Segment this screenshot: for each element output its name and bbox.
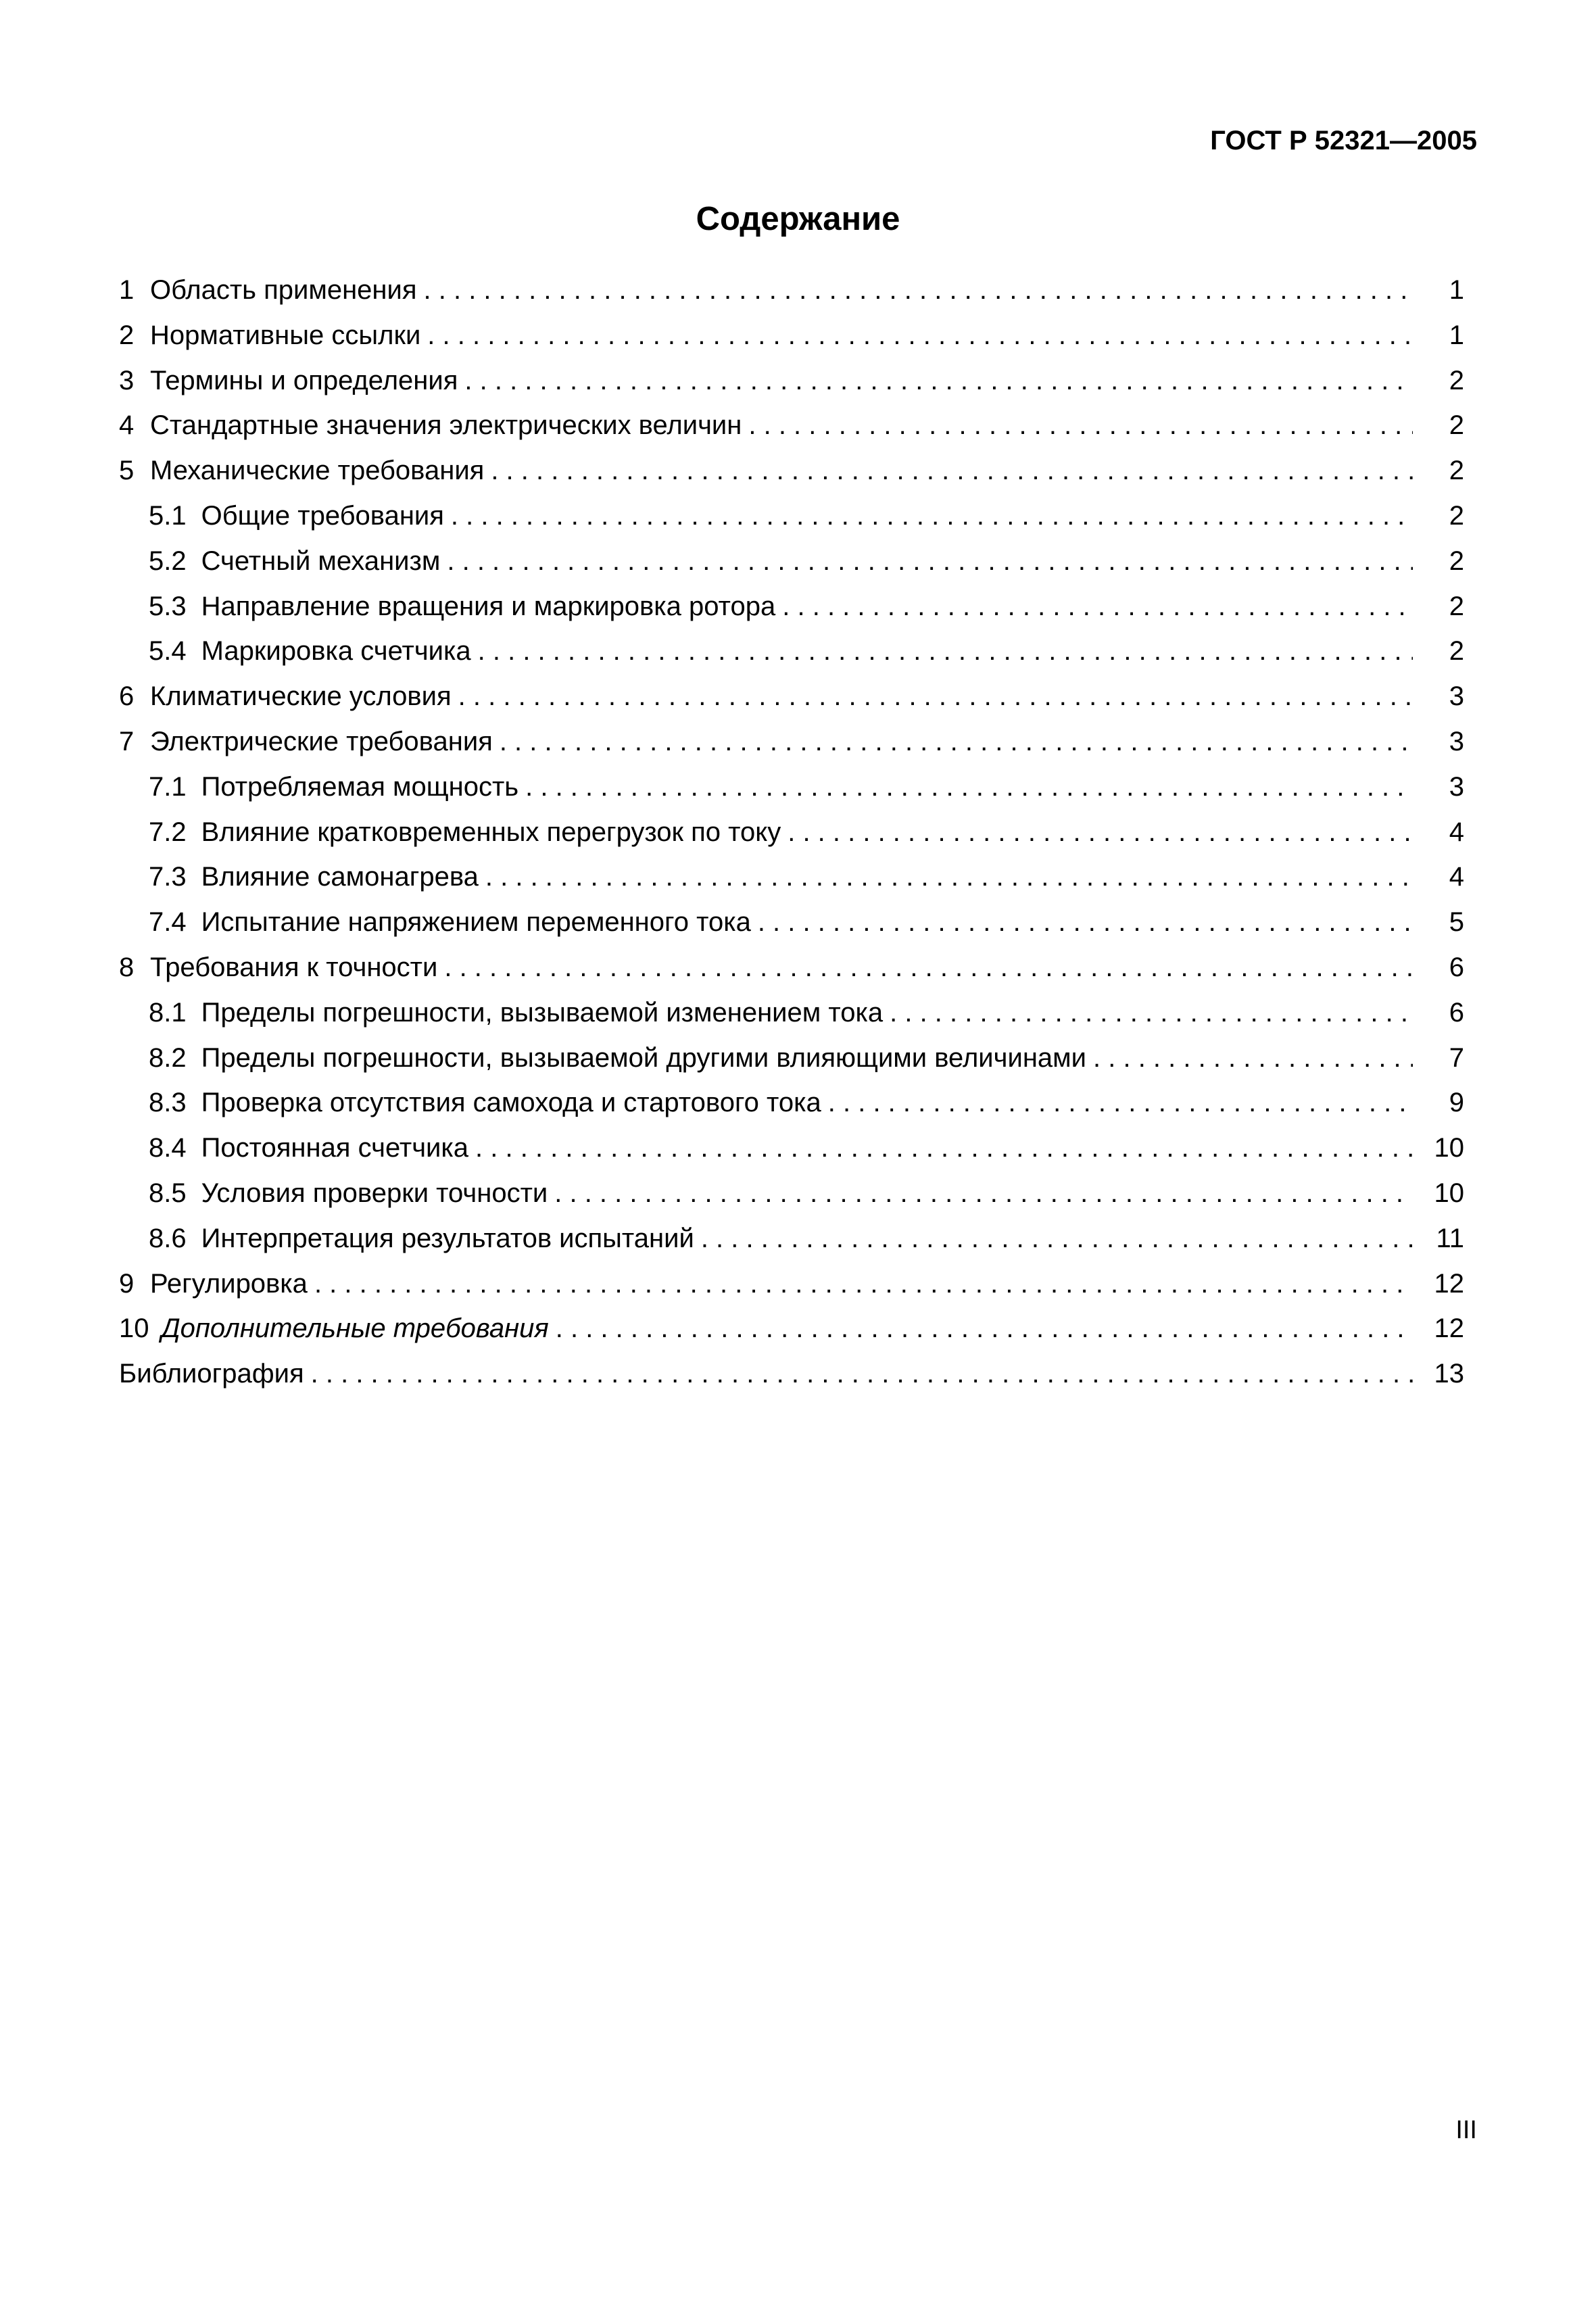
toc-entry-number: 5.4: [149, 636, 187, 667]
toc-leader-dots: [471, 629, 1413, 674]
toc-entry[interactable]: [119, 313, 1464, 358]
toc-leader-dots: [781, 810, 1413, 855]
toc-leader-dots: [549, 1306, 1413, 1351]
toc-leader-dots: [751, 900, 1413, 945]
toc-entry[interactable]: [119, 539, 1464, 584]
toc-entry-page: 3: [1449, 726, 1464, 756]
toc-entry-page: 7: [1449, 1042, 1464, 1073]
toc-leader-dots: [437, 945, 1413, 990]
toc-entry[interactable]: [119, 1126, 1464, 1171]
toc-entry-title: Счетный механизм: [201, 546, 441, 576]
toc-entry-page: 4: [1449, 862, 1464, 892]
toc-entry-page: 2: [1449, 636, 1464, 667]
toc-entry[interactable]: [119, 810, 1464, 855]
toc-entry-title: Потребляемая мощность: [201, 771, 519, 802]
toc-entry-number: 7: [119, 726, 135, 756]
toc-leader-dots: [742, 403, 1413, 448]
toc-entry-number: 8.4: [149, 1133, 187, 1163]
toc-leader-dots: [694, 1216, 1413, 1261]
toc-entry-title: Направление вращения и маркировка ротора: [201, 591, 776, 621]
toc-entry-title: Маркировка счетчика: [201, 636, 471, 667]
toc-entry-page: 2: [1449, 546, 1464, 576]
toc-entry-page: 6: [1449, 997, 1464, 1028]
toc-entry-title: Библиография: [119, 1359, 304, 1389]
toc-entry[interactable]: [119, 448, 1464, 493]
toc-leader-dots: [458, 358, 1413, 404]
toc-leader-dots: [468, 1126, 1413, 1171]
toc-leader-dots: [440, 539, 1413, 584]
toc-entry-title: Климатические условия: [150, 681, 452, 712]
toc-entry-title: Электрические требования: [150, 726, 493, 756]
toc-entry-title: Общие требования: [201, 500, 444, 531]
toc-entry[interactable]: [119, 719, 1464, 765]
toc-entry-number: 5.1: [149, 500, 187, 531]
toc-entry-page: 2: [1449, 365, 1464, 395]
toc-entry-number: 8.2: [149, 1042, 187, 1073]
toc-leader-dots: [420, 313, 1413, 358]
toc-entry[interactable]: [119, 945, 1464, 990]
toc-entry-page: 12: [1434, 1268, 1464, 1299]
toc-entry-page: 10: [1434, 1178, 1464, 1208]
toc-entry[interactable]: [119, 1261, 1464, 1307]
toc-entry[interactable]: [119, 403, 1464, 448]
toc-entry-page: 2: [1449, 591, 1464, 621]
toc-entry-title: Пределы погрешности, вызываемой другими влияющими величинами: [201, 1042, 1087, 1073]
toc-entry-number: 8: [119, 952, 135, 982]
toc-entry-page: 13: [1434, 1359, 1464, 1389]
toc-entry-number: 8.1: [149, 997, 187, 1028]
toc-leader-dots: [308, 1261, 1413, 1307]
toc-entry-title: Регулировка: [150, 1268, 308, 1299]
toc-entry[interactable]: [119, 900, 1464, 945]
toc-entry-number: 7.4: [149, 907, 187, 938]
toc-leader-dots: [518, 765, 1413, 810]
toc-entry-number: 5: [119, 456, 135, 486]
toc-entry-number: 10: [119, 1313, 149, 1344]
toc-entry-number: 7.1: [149, 771, 187, 802]
toc-entry-title: Стандартные значения электрических величин: [150, 410, 742, 441]
toc-leader-dots: [493, 719, 1413, 765]
toc-entry-title: Нормативные ссылки: [150, 320, 421, 350]
toc-entry[interactable]: [119, 765, 1464, 810]
page-number: III: [1455, 2116, 1477, 2144]
toc-entry-page: 1: [1449, 275, 1464, 305]
page-title: Содержание: [696, 201, 900, 237]
toc-entry-title: Термины и определения: [150, 365, 458, 395]
toc-entry-title: Влияние самонагрева: [201, 862, 479, 892]
toc-leader-dots: [304, 1351, 1413, 1397]
toc-entry-title: Влияние кратковременных перегрузок по току: [201, 817, 781, 847]
toc-leader-dots: [1086, 1036, 1413, 1081]
toc-leader-dots: [484, 448, 1413, 493]
toc-entry-page: 2: [1449, 456, 1464, 486]
toc-leader-dots: [444, 493, 1413, 539]
toc-entry-number: 7.2: [149, 817, 187, 847]
toc-entry[interactable]: [119, 990, 1464, 1036]
toc-entry-page: 6: [1449, 952, 1464, 982]
toc-entry-page: 12: [1434, 1313, 1464, 1344]
toc-entry[interactable]: [119, 629, 1464, 674]
toc-entry-page: 10: [1434, 1133, 1464, 1163]
toc-entry-number: 3: [119, 365, 135, 395]
table-of-contents: [119, 268, 1464, 1397]
toc-entry-title: Область применения: [150, 275, 417, 305]
toc-entry-page: 3: [1449, 681, 1464, 712]
toc-entry[interactable]: [119, 358, 1464, 404]
toc-entry-page: 11: [1436, 1223, 1464, 1253]
toc-entry[interactable]: [119, 1036, 1464, 1081]
toc-leader-dots: [452, 674, 1413, 719]
toc-entry-number: 6: [119, 681, 135, 712]
toc-entry[interactable]: [119, 1171, 1464, 1216]
toc-leader-dots: [775, 584, 1413, 629]
toc-entry-title: Требования к точности: [150, 952, 438, 982]
toc-entry-number: 8.5: [149, 1178, 187, 1208]
toc-leader-dots: [479, 854, 1413, 900]
toc-entry-title: Испытание напряжением переменного тока: [201, 907, 751, 938]
toc-entry[interactable]: [119, 268, 1464, 313]
toc-entry-number: 1: [119, 275, 135, 305]
toc-entry-page: 2: [1449, 500, 1464, 531]
toc-entry-number: 2: [119, 320, 135, 350]
toc-entry-number: 4: [119, 410, 135, 441]
toc-entry-page: 3: [1449, 771, 1464, 802]
toc-leader-dots: [548, 1171, 1413, 1216]
toc-entry[interactable]: [119, 674, 1464, 719]
toc-entry-title: Дополнительные требования: [161, 1313, 549, 1344]
toc-entry-title: Интерпретация результатов испытаний: [201, 1223, 694, 1253]
toc-entry[interactable]: [119, 1216, 1464, 1261]
toc-entry[interactable]: [119, 584, 1464, 629]
toc-entry-page: 4: [1449, 817, 1464, 847]
toc-leader-dots: [883, 990, 1413, 1036]
toc-entry[interactable]: [119, 1351, 1464, 1397]
toc-entry-number: 8.3: [149, 1088, 187, 1118]
toc-entry-page: 2: [1449, 410, 1464, 441]
toc-entry-title: Механические требования: [150, 456, 485, 486]
toc-entry[interactable]: [119, 1306, 1464, 1351]
toc-entry-page: 1: [1449, 320, 1464, 350]
toc-entry-title: Проверка отсутствия самохода и стартового тока: [201, 1088, 821, 1118]
toc-entry[interactable]: [119, 854, 1464, 900]
toc-leader-dots: [417, 268, 1413, 313]
toc-entry[interactable]: [119, 1080, 1464, 1126]
toc-entry-number: 9: [119, 1268, 135, 1299]
toc-entry-page: 9: [1449, 1088, 1464, 1118]
toc-entry-page: 5: [1449, 907, 1464, 938]
toc-entry-number: 7.3: [149, 862, 187, 892]
document-code: ГОСТ Р 52321—2005: [1210, 126, 1477, 155]
toc-leader-dots: [821, 1080, 1413, 1126]
toc-entry-number: 8.6: [149, 1223, 187, 1253]
toc-entry-title: Постоянная счетчика: [201, 1133, 469, 1163]
toc-entry-number: 5.2: [149, 546, 187, 576]
toc-entry-title: Условия проверки точности: [201, 1178, 548, 1208]
toc-entry[interactable]: [119, 493, 1464, 539]
toc-entry-title: Пределы погрешности, вызываемой изменением тока: [201, 997, 884, 1028]
toc-entry-number: 5.3: [149, 591, 187, 621]
